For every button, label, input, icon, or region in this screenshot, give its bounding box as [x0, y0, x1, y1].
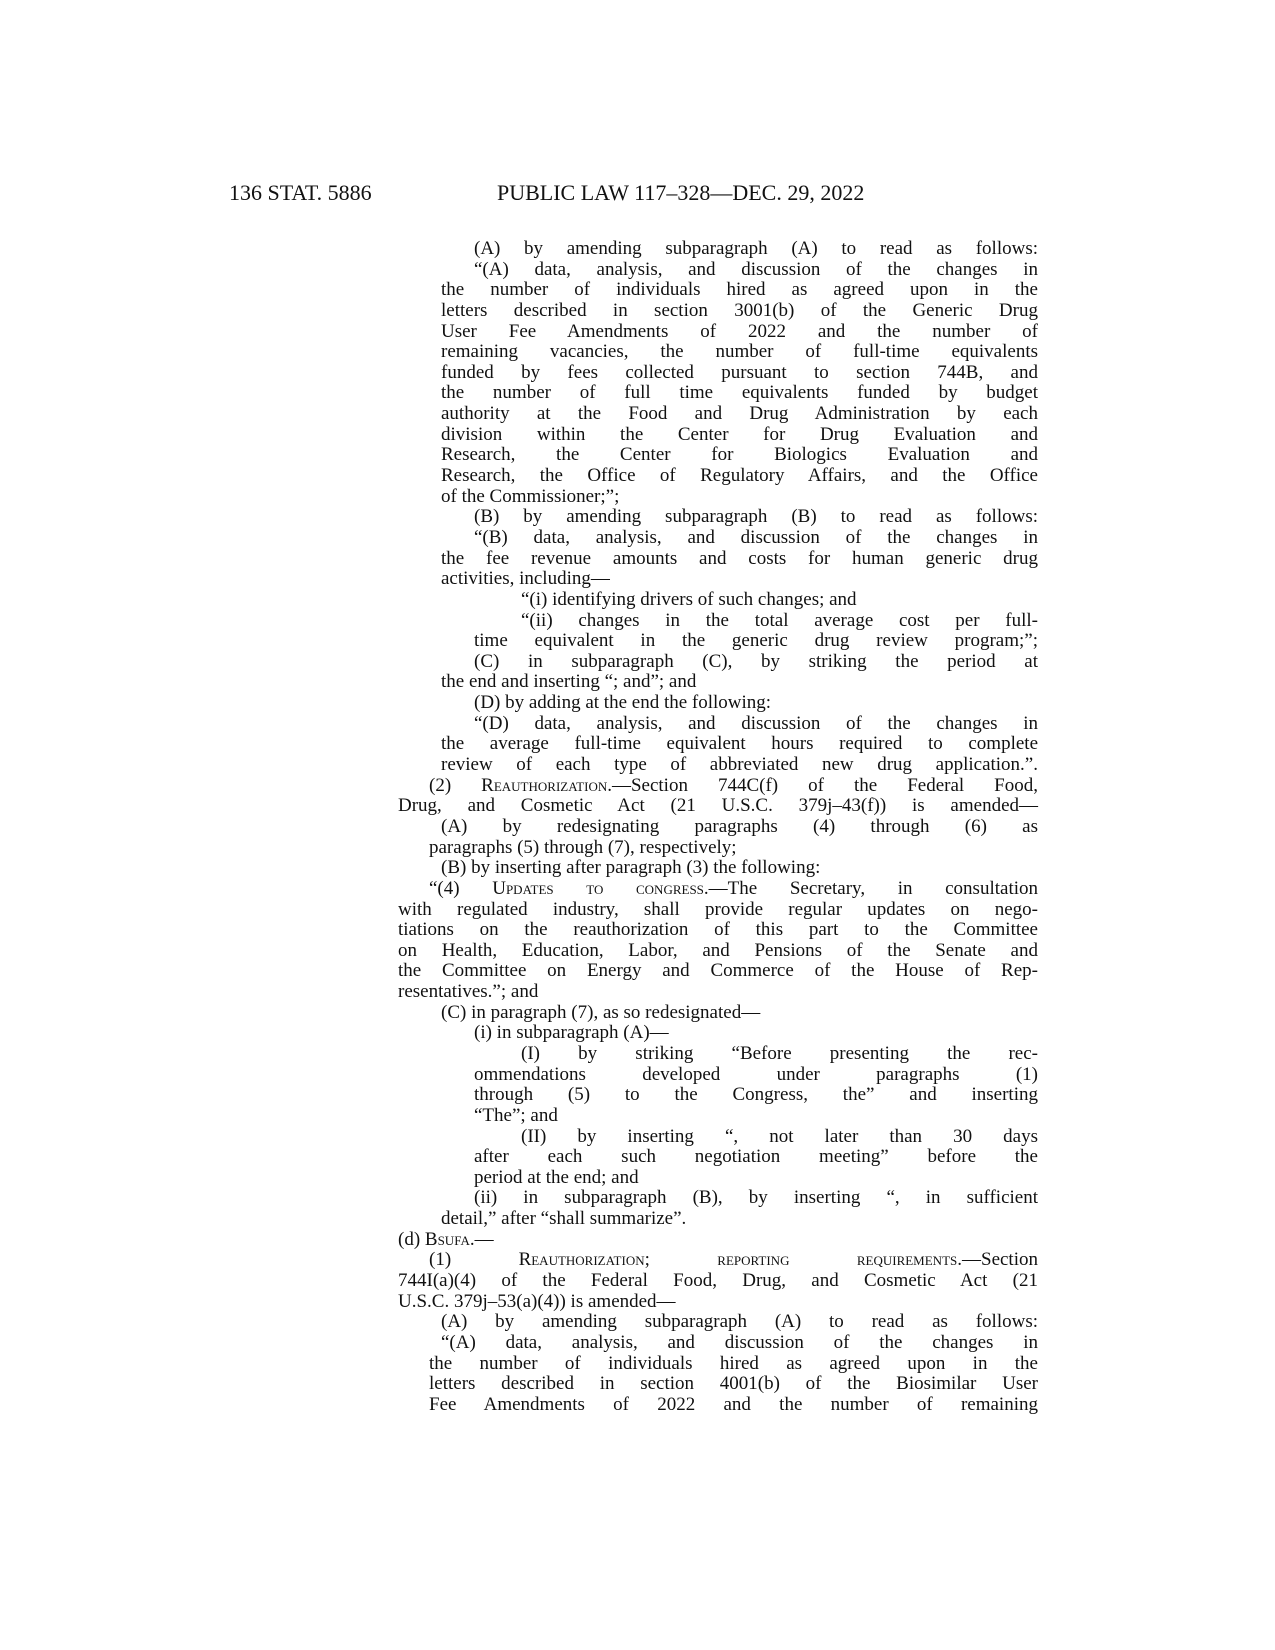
text-line: U.S.C. 379j–53(a)(4)) is amended—	[398, 1290, 676, 1312]
text-line: the average full-time equivalent hours required to complete	[441, 733, 1038, 755]
text-line: of the Commissioner;”;	[441, 485, 620, 507]
text-line: (B) by amending subparagraph (B) to read as follows:	[474, 506, 1038, 528]
text-line: (1) Reauthorization; reporting requirements.—Section	[429, 1249, 1038, 1271]
text-line: on Health, Education, Labor, and Pensions of the Senate and	[398, 939, 1038, 961]
text-line: (D) by adding at the end the following:	[474, 692, 772, 714]
text-line: “(i) identifying drivers of such changes; and	[521, 588, 857, 610]
text-line: (i) in subparagraph (A)—	[474, 1022, 669, 1044]
text-line: (ii) in subparagraph (B), by inserting “, in sufficient	[474, 1187, 1038, 1209]
text-line: resentatives.”; and	[398, 981, 539, 1003]
text-line: time equivalent in the generic drug review program;”;	[474, 630, 1038, 652]
text-line: remaining vacancies, the number of full-time equivalents	[441, 341, 1038, 363]
text-line: (2) Reauthorization.—Section 744C(f) of the Federal Food,	[429, 774, 1038, 796]
text-line: activities, including—	[441, 568, 610, 590]
small-caps-heading: Updates to congress	[492, 877, 704, 899]
text-line: period at the end; and	[474, 1166, 639, 1188]
text-line: after each such negotiation meeting” before the	[474, 1146, 1038, 1168]
text-line: funded by fees collected pursuant to section 744B, and	[441, 361, 1038, 383]
small-caps-heading: Reauthorization; reporting requirements	[518, 1249, 958, 1271]
text-line: division within the Center for Drug Evaluation and	[441, 423, 1038, 445]
text-line: User Fee Amendments of 2022 and the number of	[441, 320, 1038, 342]
text-line: “(A) data, analysis, and discussion of the changes in	[441, 1331, 1038, 1353]
text-line: review of each type of abbreviated new drug application.”.	[441, 754, 1038, 776]
text-line: letters described in section 4001(b) of the Biosimilar User	[429, 1373, 1038, 1395]
statute-page-number: 136 STAT. 5886	[229, 180, 372, 205]
text-line: detail,” after “shall summarize”.	[441, 1208, 687, 1230]
text-line: letters described in section 3001(b) of the Generic Drug	[441, 299, 1038, 321]
running-title: PUBLIC LAW 117–328—DEC. 29, 2022	[497, 180, 865, 205]
text-line: the number of individuals hired as agreed upon in the	[429, 1352, 1038, 1374]
text-line: (I) by striking “Before presenting the rec-	[521, 1042, 1038, 1064]
law-text-body	[398, 238, 1038, 1416]
page-header	[0, 180, 1275, 214]
text-line: (A) by amending subparagraph (A) to read as follows:	[441, 1311, 1038, 1333]
text-line: (B) by inserting after paragraph (3) the following:	[441, 857, 821, 879]
text-line: (II) by inserting “, not later than 30 days	[521, 1125, 1038, 1147]
small-caps-heading: Bsufa	[424, 1228, 470, 1250]
text-line: authority at the Food and Drug Administration by each	[441, 403, 1038, 425]
text-line: ommendations developed under paragraphs (1)	[474, 1063, 1038, 1085]
text-line: (C) in paragraph (7), as so redesignated—	[441, 1001, 761, 1023]
text-line: “(D) data, analysis, and discussion of the changes in	[474, 712, 1038, 734]
text-line: the end and inserting “; and”; and	[441, 671, 697, 693]
text-line: “(B) data, analysis, and discussion of the changes in	[474, 526, 1038, 548]
text-line: “(ii) changes in the total average cost per full-	[521, 609, 1038, 631]
text-line: (C) in subparagraph (C), by striking the period at	[474, 650, 1038, 672]
text-line: through (5) to the Congress, the” and inserting	[474, 1084, 1038, 1106]
text-line: (d) Bsufa.—	[398, 1228, 494, 1250]
text-line: 744I(a)(4) of the Federal Food, Drug, and Cosmetic Act (21	[398, 1270, 1038, 1292]
small-caps-heading: Reauthorization	[481, 774, 608, 796]
text-line: the number of individuals hired as agreed upon in the	[441, 279, 1038, 301]
text-line: the fee revenue amounts and costs for human generic drug	[441, 547, 1038, 569]
text-line: with regulated industry, shall provide regular updates on nego-	[398, 898, 1038, 920]
text-line: the Committee on Energy and Commerce of the House of Rep-	[398, 960, 1038, 982]
text-line: (A) by amending subparagraph (A) to read as follows:	[474, 238, 1038, 259]
text-line: tiations on the reauthorization of this part to the Committee	[398, 919, 1038, 941]
text-line: “The”; and	[474, 1104, 558, 1126]
text-line: Research, the Office of Regulatory Affairs, and the Office	[441, 465, 1038, 487]
text-line: “(A) data, analysis, and discussion of the changes in	[474, 258, 1038, 280]
text-line: (A) by redesignating paragraphs (4) through (6) as	[441, 815, 1038, 837]
text-line: Research, the Center for Biologics Evaluation and	[441, 444, 1038, 466]
text-line: the number of full time equivalents funded by budget	[441, 382, 1038, 404]
text-line: paragraphs (5) through (7), respectively;	[429, 836, 737, 858]
text-line: Fee Amendments of 2022 and the number of remaining	[429, 1393, 1038, 1415]
text-line: “(4) Updates to congress.—The Secretary, in consultation	[429, 877, 1038, 899]
text-line: Drug, and Cosmetic Act (21 U.S.C. 379j–43(f)) is amended—	[398, 795, 1038, 817]
